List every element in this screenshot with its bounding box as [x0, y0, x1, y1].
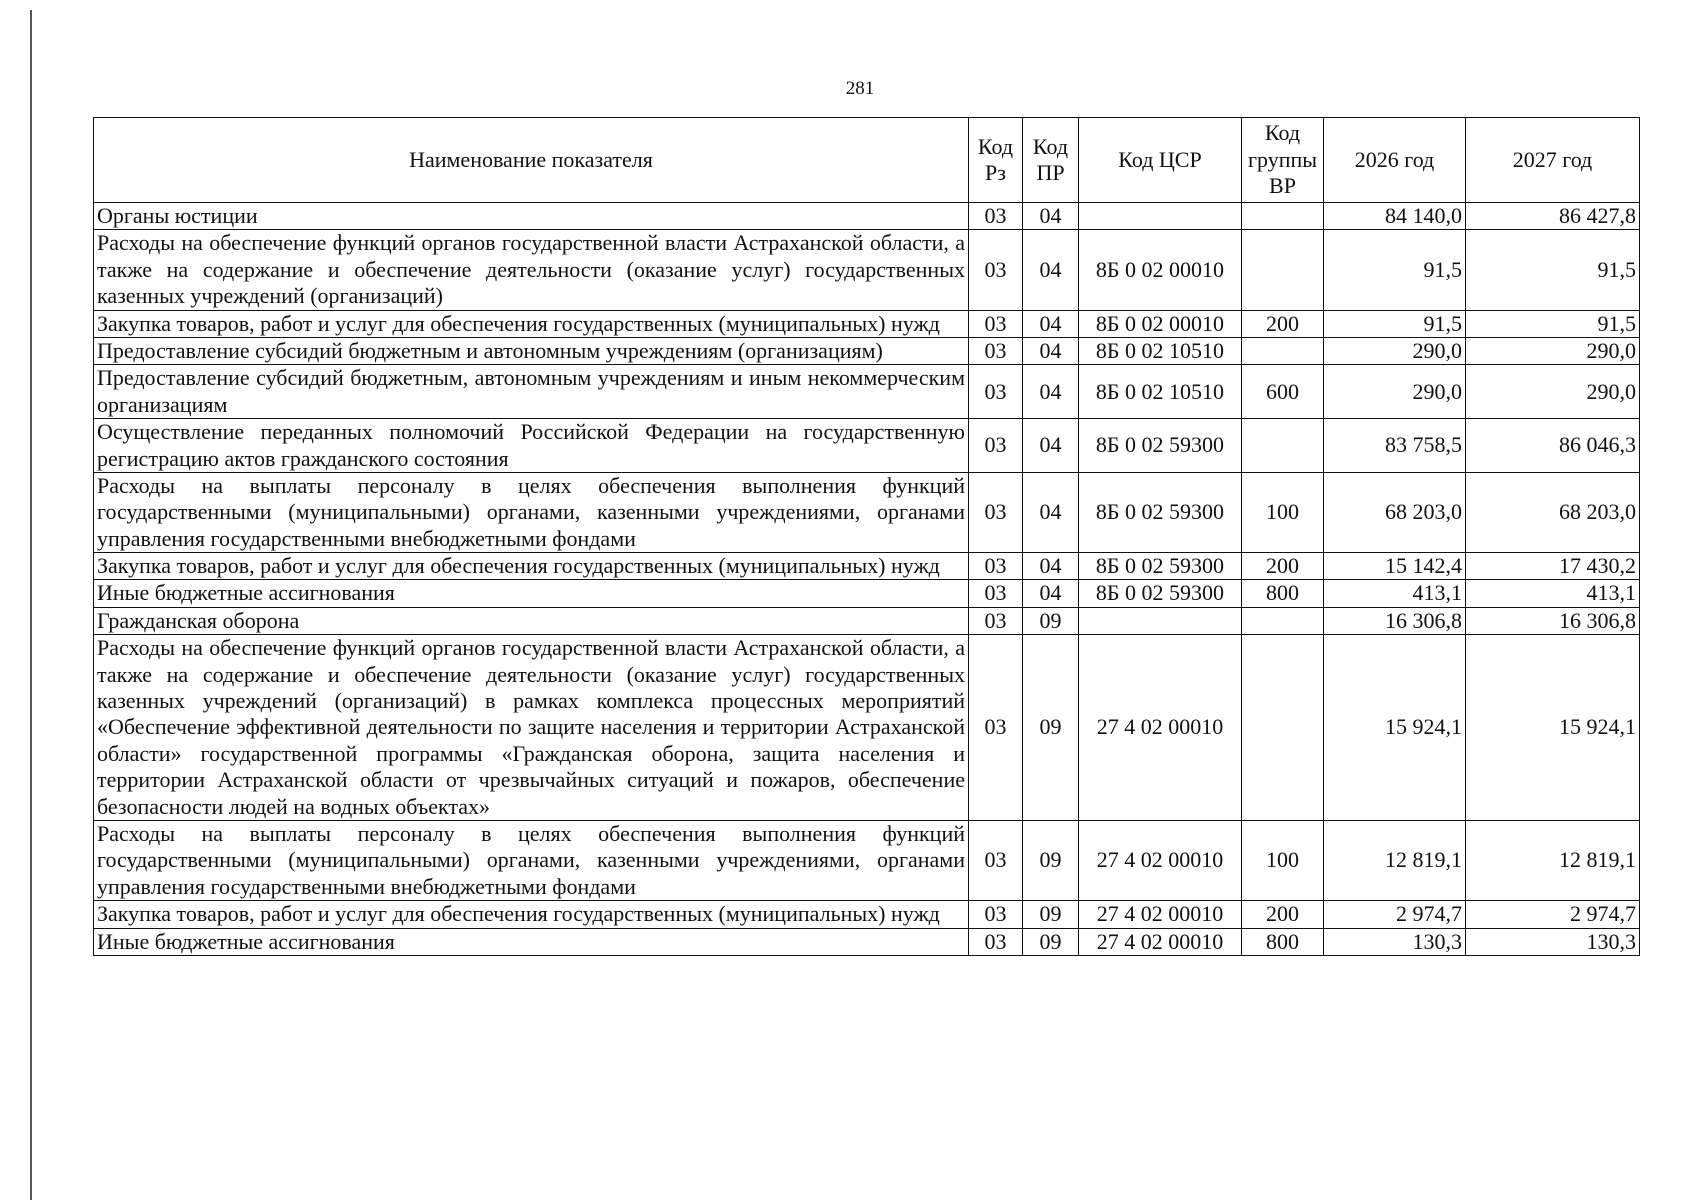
table-row [94, 928, 1640, 955]
cell-name: Расходы на обеспечение функций органов государственной власти Астраханской области, а также на содержание и обеспечение деятельности (оказание услуг) государственных казенных учреждений (организаций) [94, 230, 969, 310]
cell-2027: 91,5 [1466, 230, 1640, 310]
cell-pr: 09 [1023, 635, 1079, 821]
cell-2026: 83 758,5 [1324, 419, 1466, 473]
cell-2026: 290,0 [1324, 365, 1466, 419]
cell-pr: 04 [1023, 472, 1079, 552]
cell-vr [1242, 337, 1324, 364]
cell-rz: 03 [969, 580, 1023, 607]
header-rz: Код Рз [969, 118, 1023, 203]
cell-2026: 15 142,4 [1324, 553, 1466, 580]
table-row [94, 472, 1640, 552]
cell-rz: 03 [969, 230, 1023, 310]
table-row [94, 337, 1640, 364]
cell-rz: 03 [969, 820, 1023, 900]
cell-rz: 03 [969, 337, 1023, 364]
cell-vr: 200 [1242, 901, 1324, 928]
cell-2026: 2 974,7 [1324, 901, 1466, 928]
cell-pr: 04 [1023, 419, 1079, 473]
cell-csr: 27 4 02 00010 [1079, 820, 1242, 900]
header-vr: Код группы ВР [1242, 118, 1324, 203]
cell-2026: 12 819,1 [1324, 820, 1466, 900]
cell-name: Расходы на выплаты персоналу в целях обеспечения выполнения функций государственными (муниципальными) органами, казенными учреждениями, органами управления государственными внебюджетными фондами [94, 820, 969, 900]
cell-name: Иные бюджетные ассигнования [94, 580, 969, 607]
cell-2027: 12 819,1 [1466, 820, 1640, 900]
cell-name: Гражданская оборона [94, 607, 969, 634]
cell-rz: 03 [969, 635, 1023, 821]
table-row [94, 635, 1640, 821]
cell-vr: 100 [1242, 472, 1324, 552]
binding-margin-line [30, 10, 32, 1200]
cell-vr [1242, 607, 1324, 634]
cell-vr: 100 [1242, 820, 1324, 900]
cell-vr [1242, 230, 1324, 310]
table-row [94, 901, 1640, 928]
cell-csr: 8Б 0 02 10510 [1079, 365, 1242, 419]
cell-pr: 04 [1023, 337, 1079, 364]
cell-vr: 200 [1242, 310, 1324, 337]
cell-pr: 04 [1023, 580, 1079, 607]
table-row [94, 820, 1640, 900]
cell-name: Расходы на выплаты персоналу в целях обеспечения выполнения функций государственными (муниципальными) органами, казенными учреждениями, органами управления государственными внебюджетными фондами [94, 472, 969, 552]
cell-name: Осуществление переданных полномочий Российской Федерации на государственную регистрацию актов гражданского состояния [94, 419, 969, 473]
cell-vr: 200 [1242, 553, 1324, 580]
budget-table [93, 117, 1640, 956]
cell-csr: 8Б 0 02 10510 [1079, 337, 1242, 364]
cell-csr: 27 4 02 00010 [1079, 928, 1242, 955]
cell-name: Закупка товаров, работ и услуг для обеспечения государственных (муниципальных) нужд [94, 310, 969, 337]
header-pr: Код ПР [1023, 118, 1079, 203]
cell-2027: 68 203,0 [1466, 472, 1640, 552]
cell-2027: 91,5 [1466, 310, 1640, 337]
cell-csr: 8Б 0 02 59300 [1079, 553, 1242, 580]
table-row [94, 310, 1640, 337]
cell-2027: 2 974,7 [1466, 901, 1640, 928]
table-row [94, 203, 1640, 230]
cell-rz: 03 [969, 901, 1023, 928]
cell-2026: 413,1 [1324, 580, 1466, 607]
cell-rz: 03 [969, 365, 1023, 419]
cell-2027: 130,3 [1466, 928, 1640, 955]
cell-2026: 15 924,1 [1324, 635, 1466, 821]
cell-pr: 09 [1023, 928, 1079, 955]
cell-2027: 16 306,8 [1466, 607, 1640, 634]
cell-2026: 91,5 [1324, 310, 1466, 337]
cell-name: Расходы на обеспечение функций органов государственной власти Астраханской области, а также на содержание и обеспечение деятельности (оказание услуг) государственных казенных учреждений (организаций) в рамках комплекса процессных мероприятий «Обеспечение эффективной деятельности по защите населения и территории Астраханской области» государственной программы «Гражданская оборона, защита населения и территории Астраханской области от чрезвычайных ситуаций и пожаров, обеспечение безопасности людей на водных объектах» [94, 635, 969, 821]
cell-name: Закупка товаров, работ и услуг для обеспечения государственных (муниципальных) нужд [94, 901, 969, 928]
cell-2026: 84 140,0 [1324, 203, 1466, 230]
cell-rz: 03 [969, 203, 1023, 230]
table-row [94, 365, 1640, 419]
cell-2027: 15 924,1 [1466, 635, 1640, 821]
table-row [94, 553, 1640, 580]
cell-name: Закупка товаров, работ и услуг для обеспечения государственных (муниципальных) нужд [94, 553, 969, 580]
cell-csr: 8Б 0 02 00010 [1079, 310, 1242, 337]
cell-vr: 600 [1242, 365, 1324, 419]
cell-name: Органы юстиции [94, 203, 969, 230]
cell-2027: 17 430,2 [1466, 553, 1640, 580]
cell-2026: 130,3 [1324, 928, 1466, 955]
table-row [94, 230, 1640, 310]
cell-vr: 800 [1242, 580, 1324, 607]
cell-vr [1242, 635, 1324, 821]
table-row [94, 607, 1640, 634]
cell-pr: 04 [1023, 365, 1079, 419]
cell-rz: 03 [969, 310, 1023, 337]
cell-name: Предоставление субсидий бюджетным, автономным учреждениям и иным некоммерческим организациям [94, 365, 969, 419]
cell-csr: 8Б 0 02 00010 [1079, 230, 1242, 310]
cell-csr: 8Б 0 02 59300 [1079, 419, 1242, 473]
cell-csr: 27 4 02 00010 [1079, 635, 1242, 821]
cell-2027: 413,1 [1466, 580, 1640, 607]
cell-pr: 09 [1023, 607, 1079, 634]
cell-pr: 04 [1023, 553, 1079, 580]
cell-name: Предоставление субсидий бюджетным и автономным учреждениям (организациям) [94, 337, 969, 364]
cell-2026: 16 306,8 [1324, 607, 1466, 634]
header-name: Наименование показателя [94, 118, 969, 203]
table-row [94, 580, 1640, 607]
cell-csr: 27 4 02 00010 [1079, 901, 1242, 928]
cell-pr: 04 [1023, 310, 1079, 337]
cell-2027: 290,0 [1466, 337, 1640, 364]
cell-name: Иные бюджетные ассигнования [94, 928, 969, 955]
cell-csr: 8Б 0 02 59300 [1079, 472, 1242, 552]
cell-rz: 03 [969, 607, 1023, 634]
cell-vr [1242, 203, 1324, 230]
table-body [94, 203, 1640, 956]
cell-rz: 03 [969, 553, 1023, 580]
cell-2027: 86 046,3 [1466, 419, 1640, 473]
header-2026: 2026 год [1324, 118, 1466, 203]
cell-rz: 03 [969, 928, 1023, 955]
cell-rz: 03 [969, 419, 1023, 473]
cell-pr: 09 [1023, 901, 1079, 928]
table-header-row [94, 118, 1640, 203]
cell-vr: 800 [1242, 928, 1324, 955]
cell-2026: 290,0 [1324, 337, 1466, 364]
cell-rz: 03 [969, 472, 1023, 552]
cell-csr [1079, 203, 1242, 230]
cell-2027: 86 427,8 [1466, 203, 1640, 230]
cell-2026: 91,5 [1324, 230, 1466, 310]
table-row [94, 419, 1640, 473]
header-csr: Код ЦСР [1079, 118, 1242, 203]
cell-pr: 04 [1023, 230, 1079, 310]
page-number: 281 [845, 78, 875, 99]
cell-2026: 68 203,0 [1324, 472, 1466, 552]
cell-pr: 04 [1023, 203, 1079, 230]
cell-pr: 09 [1023, 820, 1079, 900]
header-2027: 2027 год [1466, 118, 1640, 203]
cell-csr: 8Б 0 02 59300 [1079, 580, 1242, 607]
cell-2027: 290,0 [1466, 365, 1640, 419]
cell-csr [1079, 607, 1242, 634]
cell-vr [1242, 419, 1324, 473]
